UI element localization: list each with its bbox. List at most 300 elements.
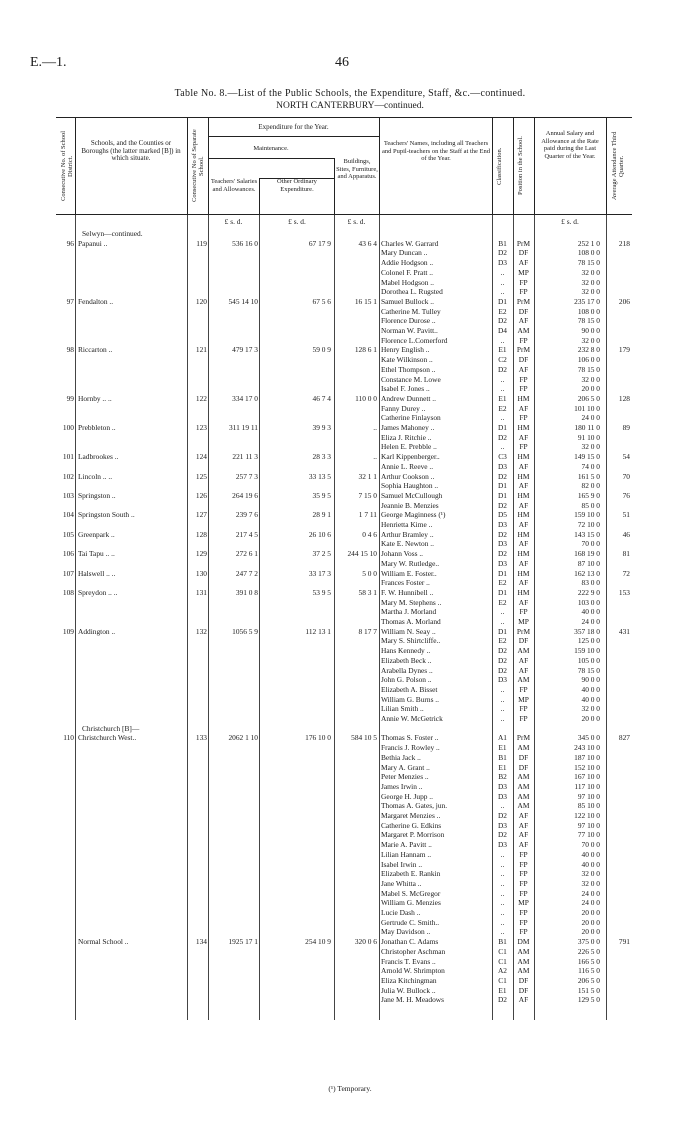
cell-teacher: Mabel S. McGregor — [381, 888, 441, 898]
cell-school: Prebbleton .. — [78, 423, 116, 432]
cell-sal: 247 7 2 — [235, 568, 258, 578]
cell-att: 827 — [618, 733, 630, 743]
table-row — [56, 491, 632, 501]
cell-pay: 149 15 0 — [574, 452, 600, 462]
cell-cls: C3 — [498, 452, 507, 462]
cell-cls: D3 — [497, 791, 508, 801]
cell-teacher: Lilian Hannam .. — [381, 849, 432, 859]
table-row — [56, 355, 632, 365]
table-row — [56, 520, 632, 530]
header-position: Position in the School. — [517, 136, 524, 196]
table-row — [56, 423, 632, 433]
cell-pos: DF — [518, 762, 529, 772]
cell-sno: 129 — [195, 549, 207, 559]
cell-bld: 58 3 1 — [358, 587, 377, 597]
table-row — [56, 549, 632, 559]
cell-pos: PrM — [516, 626, 531, 636]
cell-teacher: Jeannie B. Menzies — [381, 500, 439, 510]
table-subtitle: NORTH CANTERBURY—continued. — [276, 101, 424, 111]
cell-cls: .. — [500, 908, 505, 917]
cell-sno: 128 — [195, 529, 207, 539]
header-salaries: Teachers' Salaries and Allowances. — [210, 178, 258, 193]
table-row — [56, 462, 632, 472]
cell-pos: PrM — [516, 345, 531, 355]
table-row — [56, 307, 632, 317]
cell-pay: 106 0 0 — [577, 355, 600, 365]
cell-pos: AF — [518, 403, 529, 413]
cell-pos: FP — [519, 849, 528, 859]
cell-sno: 120 — [195, 296, 207, 306]
page-number: 46 — [335, 55, 349, 70]
cell-sno: 132 — [195, 626, 207, 636]
cell-teacher: Christopher Aschman — [381, 946, 446, 956]
table-title: Table No. 8.—List of the Public Schools, the Expenditure, Staff, &c.—continued. — [174, 88, 526, 99]
cell-pos: FP — [519, 684, 528, 694]
cell-teacher: Lilian Smith .. — [381, 704, 424, 714]
cell-sal: 545 14 10 — [228, 296, 258, 306]
cell-cls: .. — [500, 684, 505, 694]
cell-sal: 264 19 6 — [232, 490, 258, 500]
cell-pos: FP — [519, 927, 528, 937]
cell-pos: HM — [517, 568, 530, 578]
cell-pay: 91 10 0 — [577, 432, 600, 442]
cell-cls: D2 — [497, 471, 508, 481]
cell-oth: 26 10 6 — [308, 529, 331, 539]
cell-pos: AM — [517, 956, 530, 966]
cell-pos: HM — [517, 510, 530, 520]
cell-pos: AF — [518, 597, 529, 607]
cell-school: Riccarton .. — [78, 345, 113, 355]
cell-teacher: Margaret Menzies .. — [381, 811, 441, 820]
cell-pay: 162 13 0 — [574, 568, 600, 578]
cell-pos: HM — [517, 423, 530, 432]
cell-pos: PrM — [516, 733, 531, 743]
cell-pay: 165 9 0 — [577, 490, 600, 500]
cell-sal: 272 6 1 — [235, 549, 258, 559]
cell-pay: 74 0 0 — [581, 461, 600, 471]
cell-pay: 226 5 0 — [577, 946, 600, 956]
cell-cls: .. — [500, 859, 505, 869]
cell-sno: 134 — [195, 937, 207, 947]
cell-pos: AM — [517, 326, 530, 335]
cell-cls: A1 — [497, 733, 508, 743]
cell-teacher: Norman W. Pavitt.. — [381, 326, 438, 335]
cell-pay: 232 8 0 — [577, 345, 600, 355]
cell-teacher: Mary W. Rutledge.. — [381, 558, 440, 568]
table-row — [56, 821, 632, 831]
cell-pos: AM — [517, 966, 530, 976]
cell-pay: 345 0 0 — [577, 733, 600, 743]
table-row — [56, 753, 632, 763]
cell-pay: 87 10 0 — [577, 558, 600, 568]
units-salaries: £ s. d. — [224, 217, 243, 226]
cell-cls: E1 — [498, 985, 507, 995]
table-row — [56, 258, 632, 268]
cell-teacher: Mary S. Shirtcliffe.. — [381, 636, 441, 646]
cell-sno: 125 — [195, 471, 207, 481]
cell-pay: 32 0 0 — [581, 267, 600, 277]
cell-school: Christchurch [B]— — [82, 723, 140, 733]
cell-teacher: Charles W. Garrard — [381, 238, 439, 248]
cell-pay: 161 5 0 — [577, 471, 600, 481]
cell-cls: .. — [500, 413, 505, 423]
cell-dno: 97 — [66, 296, 74, 306]
cell-teacher: Samuel Bullock .. — [381, 296, 434, 306]
cell-sno: 119 — [196, 238, 207, 248]
table-row — [56, 559, 632, 569]
cell-cls: A2 — [497, 966, 508, 976]
cell-cls: D2 — [497, 549, 508, 559]
cell-bld: 32 1 1 — [358, 471, 377, 481]
cell-teacher: Eliza J. Ritchie .. — [381, 432, 432, 442]
cell-school: Halswell .. .. — [78, 568, 116, 578]
header-maintenance: Maintenance. — [253, 145, 289, 152]
table-row — [56, 772, 632, 782]
cell-pos: FP — [519, 888, 528, 898]
cell-pay: 90 0 0 — [581, 326, 600, 335]
cell-pos: DF — [518, 975, 529, 985]
cell-pay: 125 0 0 — [577, 636, 600, 646]
cell-cls: D2 — [497, 364, 508, 374]
cell-cls: .. — [500, 849, 505, 859]
table-row — [56, 830, 632, 840]
table-row — [56, 413, 632, 423]
cell-sal: 1925 17 1 — [228, 937, 258, 947]
cell-pay: 24 0 0 — [581, 617, 600, 626]
cell-cls: .. — [500, 277, 505, 287]
cell-cls: D2 — [497, 248, 508, 258]
cell-att: 791 — [618, 937, 630, 947]
cell-oth: 176 10 0 — [305, 733, 331, 743]
table-row — [56, 898, 632, 908]
cell-sno: 131 — [195, 587, 207, 597]
cell-cls: D2 — [497, 811, 508, 820]
cell-pos: MP — [518, 694, 529, 704]
cell-bld: 1 7 11 — [358, 510, 377, 520]
cell-pay: 40 0 0 — [581, 607, 600, 617]
table-row — [56, 384, 632, 394]
cell-cls: .. — [500, 287, 505, 297]
units-row — [56, 217, 632, 227]
cell-teacher: Kate E. Newton .. — [381, 539, 434, 549]
cell-bld: 320 0 6 — [354, 937, 377, 947]
cell-oth: 28 3 3 — [312, 452, 331, 462]
table-row — [56, 588, 632, 598]
cell-teacher: Francis T. Evans .. — [381, 956, 436, 966]
cell-pos: AF — [518, 995, 529, 1005]
cell-cls: .. — [500, 267, 505, 277]
cell-pay: 32 0 0 — [581, 869, 600, 879]
cell-cls: E2 — [498, 403, 507, 413]
table-row — [56, 442, 632, 452]
cell-att: 89 — [622, 423, 630, 432]
cell-pay: 32 0 0 — [581, 287, 600, 297]
cell-pay: 78 15 0 — [577, 364, 600, 374]
cell-oth: 39 9 3 — [312, 423, 331, 432]
cell-pos: FP — [519, 277, 528, 287]
cell-teacher: James Mahoney .. — [381, 423, 435, 432]
cell-pay: 108 0 0 — [577, 306, 600, 316]
cell-pay: 206 5 0 — [577, 975, 600, 985]
cell-cls: .. — [500, 878, 505, 888]
table-row — [56, 316, 632, 326]
table-header — [56, 118, 632, 215]
cell-pos: FP — [519, 374, 528, 384]
schools-table — [56, 117, 632, 1020]
cell-school: Greenpark .. — [78, 529, 115, 539]
table-row — [56, 336, 632, 346]
cell-pos: HM — [517, 471, 530, 481]
cell-school: Addington .. — [78, 626, 116, 636]
table-row — [56, 840, 632, 850]
cell-cls: .. — [500, 927, 505, 937]
cell-pay: 116 5 0 — [578, 966, 600, 976]
cell-sal: 311 19 11 — [228, 423, 258, 432]
header-district-no: Consecutive No. of School District. — [60, 130, 74, 202]
cell-teacher: William N. Seay .. — [381, 626, 436, 636]
table-row — [56, 733, 632, 743]
cell-dno: 104 — [62, 510, 74, 520]
cell-pos: FP — [519, 878, 528, 888]
cell-teacher: Henrietta Kime .. — [381, 520, 433, 529]
cell-pay: 78 15 0 — [577, 316, 600, 326]
cell-teacher: Isabel Irwin .. — [381, 859, 423, 869]
cell-teacher: Mabel Hodgson .. — [381, 277, 434, 287]
cell-bld: 16 15 1 — [354, 296, 377, 306]
cell-pay: 252 1 0 — [577, 238, 600, 248]
units-buildings: £ s. d. — [347, 217, 366, 226]
table-row — [56, 297, 632, 307]
cell-att: 54 — [622, 452, 630, 462]
cell-pay: 103 0 0 — [577, 597, 600, 607]
table-row — [56, 656, 632, 666]
cell-teacher: Jonathan C. Adams — [381, 937, 439, 947]
cell-teacher: F. W. Hunnibell .. — [381, 587, 434, 597]
cell-teacher: Isabel F. Jones .. — [381, 384, 430, 394]
cell-pay: 78 15 0 — [577, 258, 600, 268]
cell-att: 128 — [618, 393, 630, 403]
cell-sal: 536 16 0 — [232, 238, 258, 248]
table-row — [56, 937, 632, 947]
cell-cls: D3 — [497, 558, 508, 568]
cell-pos: AF — [518, 558, 529, 568]
cell-cls: .. — [500, 617, 505, 626]
cell-bld: 8 17 7 — [358, 626, 377, 636]
table-row — [56, 268, 632, 278]
cell-pay: 78 15 0 — [577, 665, 600, 675]
cell-pay: 82 0 0 — [581, 481, 600, 491]
cell-pos: MP — [518, 617, 529, 626]
cell-pay: 357 18 0 — [574, 626, 600, 636]
cell-pay: 20 0 0 — [581, 917, 600, 927]
header-schools: Schools, and the Counties or Boroughs (the latter marked [B]) in which situate. — [81, 139, 181, 162]
cell-bld: 7 15 0 — [358, 490, 377, 500]
cell-dno: 106 — [62, 549, 74, 559]
cell-pos: HM — [517, 549, 530, 559]
cell-cls: D2 — [497, 316, 508, 326]
cell-pos: HM — [517, 452, 530, 462]
cell-teacher: Hans Kennedy .. — [381, 646, 431, 656]
cell-pos: AF — [518, 665, 529, 675]
cell-cls: D3 — [497, 840, 508, 850]
cell-dno: 110 — [63, 733, 74, 743]
cell-pos: FP — [519, 714, 528, 723]
cell-cls: D3 — [497, 258, 508, 268]
cell-cls: E1 — [498, 393, 507, 403]
cell-oth: 59 0 9 — [312, 345, 331, 355]
cell-oth: 254 10 9 — [305, 937, 331, 947]
cell-sal: 1056 5 9 — [232, 626, 258, 636]
cell-sal: 239 7 6 — [235, 510, 258, 520]
table-row — [56, 850, 632, 860]
table-row — [56, 714, 632, 724]
cell-pay: 151 5 0 — [577, 985, 600, 995]
table-row — [56, 889, 632, 899]
cell-teacher: Dorothea L. Rugsted — [381, 287, 443, 297]
cell-cls: .. — [500, 607, 505, 617]
cell-pos: DF — [518, 752, 529, 762]
cell-pos: HM — [517, 529, 530, 539]
cell-oth: 37 2 5 — [312, 549, 331, 559]
table-row — [56, 947, 632, 957]
cell-pay: 152 10 0 — [574, 762, 600, 772]
units-salary: £ s. d. — [561, 217, 579, 226]
cell-pos: AM — [517, 646, 530, 656]
cell-teacher: Jane M. H. Meadows — [381, 995, 445, 1005]
footnote: (¹) Temporary. — [328, 1084, 372, 1093]
cell-pay: 166 5 0 — [577, 956, 600, 966]
table-row — [56, 666, 632, 676]
cell-oth: 67 5 6 — [312, 296, 331, 306]
cell-pos: HM — [517, 393, 530, 403]
cell-pay: 32 0 0 — [581, 277, 600, 287]
table-row — [56, 510, 632, 520]
cell-bld: 110 0 0 — [355, 393, 377, 403]
cell-pos: DF — [518, 636, 529, 646]
cell-cls: D2 — [497, 995, 508, 1005]
cell-cls: .. — [500, 898, 505, 908]
table-row — [56, 278, 632, 288]
cell-pos: FP — [519, 859, 528, 869]
cell-att: 179 — [618, 345, 630, 355]
table-row — [56, 976, 632, 986]
cell-cls: .. — [500, 888, 505, 898]
cell-pos: MP — [518, 898, 529, 908]
cell-sal: 217 4 5 — [235, 529, 258, 539]
cell-pay: 32 0 0 — [581, 878, 600, 888]
table-row — [56, 927, 632, 937]
table-row — [56, 685, 632, 695]
cell-cls: D3 — [497, 675, 508, 685]
cell-pos: FP — [519, 869, 528, 879]
cell-school: Springston South .. — [78, 510, 135, 520]
table-row — [56, 879, 632, 889]
table-row — [56, 636, 632, 646]
cell-cls: E2 — [498, 306, 507, 316]
cell-att: 218 — [618, 238, 630, 248]
cell-pay: 20 0 0 — [581, 384, 600, 394]
cell-teacher: Arthur Bramley .. — [381, 529, 434, 539]
cell-cls: B1 — [498, 752, 507, 762]
cell-teacher: George H. Jupp .. — [381, 791, 434, 801]
cell-oth: 67 17 9 — [308, 238, 331, 248]
cell-pos: FP — [519, 384, 528, 394]
cell-dno: 105 — [62, 529, 74, 539]
cell-pay: 72 10 0 — [577, 520, 600, 529]
table-row — [56, 365, 632, 375]
cell-cls: D2 — [497, 830, 508, 840]
header-school-no: Consecutive No of Separate School. — [191, 129, 205, 203]
cell-teacher: Elizabeth E. Rankin — [381, 869, 441, 879]
cell-teacher: Gertrude C. Smith.. — [381, 917, 440, 927]
cell-teacher: Lucie Dash .. — [381, 908, 421, 917]
table-row — [56, 569, 632, 579]
cell-sno: 123 — [195, 423, 207, 432]
cell-pos: AF — [518, 655, 529, 665]
table-row — [56, 811, 632, 821]
cell-school: Hornby .. .. — [78, 393, 112, 403]
cell-pos: AF — [518, 461, 529, 471]
cell-pos: AF — [518, 481, 529, 491]
cell-sno: 127 — [195, 510, 207, 520]
table-row — [56, 675, 632, 685]
cell-teacher: Arnold W. Shrimpton — [381, 966, 445, 976]
cell-pay: 117 10 0 — [574, 781, 600, 791]
table-row — [56, 326, 632, 336]
header-attendance: Average Attendance Third Quarter. — [611, 131, 625, 201]
cell-teacher: Elizabeth A. Bisset — [381, 684, 438, 694]
table-row — [56, 801, 632, 811]
cell-pay: 24 0 0 — [581, 898, 600, 908]
table-row — [56, 704, 632, 714]
cell-pay: 83 0 0 — [581, 578, 600, 588]
cell-sal: 2062 1 10 — [228, 733, 258, 743]
table-row — [56, 404, 632, 414]
cell-teacher: John G. Polson .. — [381, 675, 432, 685]
cell-pos: AM — [517, 772, 530, 782]
cell-pay: 90 0 0 — [581, 675, 600, 685]
cell-teacher: William E. Foster.. — [381, 568, 437, 578]
cell-pay: 159 10 0 — [574, 510, 600, 520]
cell-att: 51 — [622, 510, 630, 520]
table-row — [56, 472, 632, 482]
cell-cls: E1 — [498, 743, 507, 753]
table-row — [56, 695, 632, 705]
cell-pay: 97 10 0 — [577, 791, 600, 801]
cell-sal: 479 17 3 — [232, 345, 258, 355]
table-row — [56, 539, 632, 549]
cell-oth: 112 13 1 — [305, 626, 331, 636]
cell-oth: 33 13 5 — [308, 471, 331, 481]
table-row — [56, 995, 632, 1005]
cell-teacher: James Irwin .. — [381, 781, 423, 791]
cell-sal: 391 0 8 — [235, 587, 258, 597]
cell-dno: 108 — [62, 587, 74, 597]
cell-att: 431 — [618, 626, 630, 636]
cell-sno: 122 — [195, 393, 207, 403]
cell-pos: DF — [518, 248, 529, 258]
cell-bld: 584 10 5 — [351, 733, 377, 743]
table-row — [56, 966, 632, 976]
cell-teacher: Andrew Dunnett .. — [381, 393, 437, 403]
page-header — [0, 55, 700, 71]
cell-cls: .. — [500, 374, 505, 384]
cell-cls: D4 — [497, 326, 508, 335]
cell-cls: .. — [500, 714, 505, 723]
cell-dno: 109 — [62, 626, 74, 636]
cell-teacher: Thomas A. Gates, jun. — [381, 801, 448, 811]
cell-cls: D2 — [497, 646, 508, 656]
